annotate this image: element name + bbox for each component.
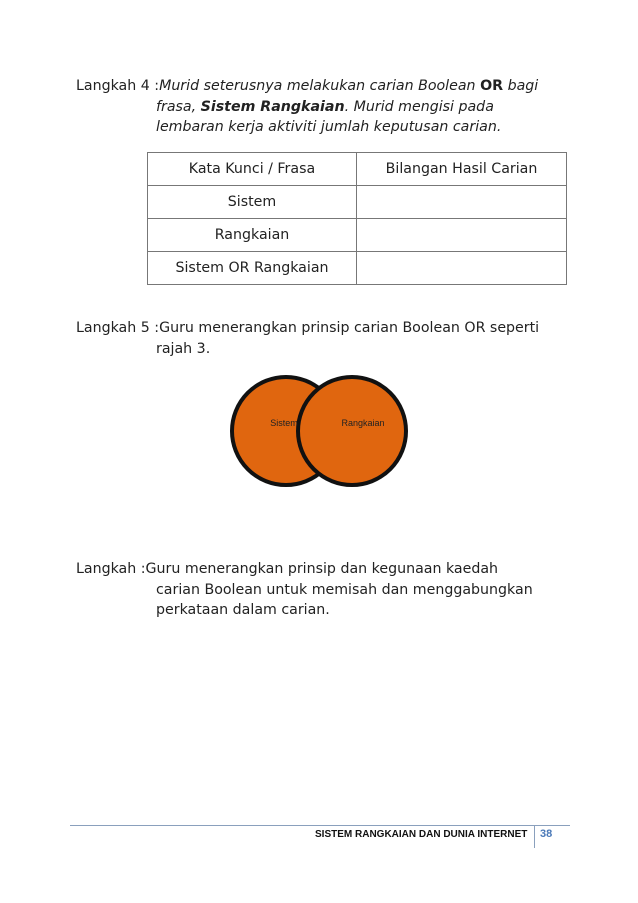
step-4-line3: lembaran kerja aktiviti jumlah keputusan carian. <box>156 119 502 135</box>
table-row <box>148 186 567 219</box>
table-cell-keyword: Rangkaian <box>148 219 357 252</box>
footer-title: SISTEM RANGKAIAN DAN DUNIA INTERNET <box>315 829 528 840</box>
table-cell-count <box>357 186 567 219</box>
venn-label-right: Rangkaian <box>341 418 385 428</box>
table-row <box>148 219 567 252</box>
step-4-line1-c: bagi <box>503 78 539 94</box>
step-6-line2: carian Boolean untuk memisah dan menggabungkan <box>156 581 533 598</box>
step-5-line2: rajah 3. <box>156 340 211 357</box>
step-5-label: Langkah 5 : <box>76 320 160 336</box>
step-6-line3: perkataan dalam carian. <box>156 602 330 618</box>
step-4-or-keyword: OR <box>480 78 504 94</box>
table-header-count: Bilangan Hasil Carian <box>357 153 567 186</box>
step-4-line2 <box>76 97 538 118</box>
venn-diagram <box>228 371 410 491</box>
table-cell-count <box>357 252 567 285</box>
footer-divider <box>70 825 570 826</box>
step-5-line1: Guru menerangkan prinsip carian Boolean OR seperti <box>159 320 540 336</box>
search-results-table <box>147 152 567 285</box>
footer-separator <box>534 826 535 848</box>
step-5-paragraph <box>76 318 539 359</box>
step-4-line2-c: . Murid mengisi pada <box>344 98 494 115</box>
step-6-label: Langkah : <box>76 561 146 577</box>
step-4-line1-a: Murid seterusnya melakukan carian Boolean <box>159 78 481 94</box>
table-cell-keyword: Sistem <box>148 186 357 219</box>
step-4-paragraph <box>76 76 538 138</box>
venn-label-left: Sistem <box>270 418 298 428</box>
table-header-row <box>148 153 567 186</box>
step-4-phrase: Sistem Rangkaian <box>200 98 345 115</box>
page-number: 38 <box>540 828 553 840</box>
step-4-line2-a: frasa, <box>156 98 201 115</box>
table-row <box>148 252 567 285</box>
table-cell-count <box>357 219 567 252</box>
step-4-label: Langkah 4 : <box>76 78 160 94</box>
table-header-keyword: Kata Kunci / Frasa <box>148 153 357 186</box>
step-6-paragraph <box>76 559 533 621</box>
table-cell-keyword: Sistem OR Rangkaian <box>148 252 357 285</box>
step-6-line1: Guru menerangkan prinsip dan kegunaan kaedah <box>145 561 499 577</box>
